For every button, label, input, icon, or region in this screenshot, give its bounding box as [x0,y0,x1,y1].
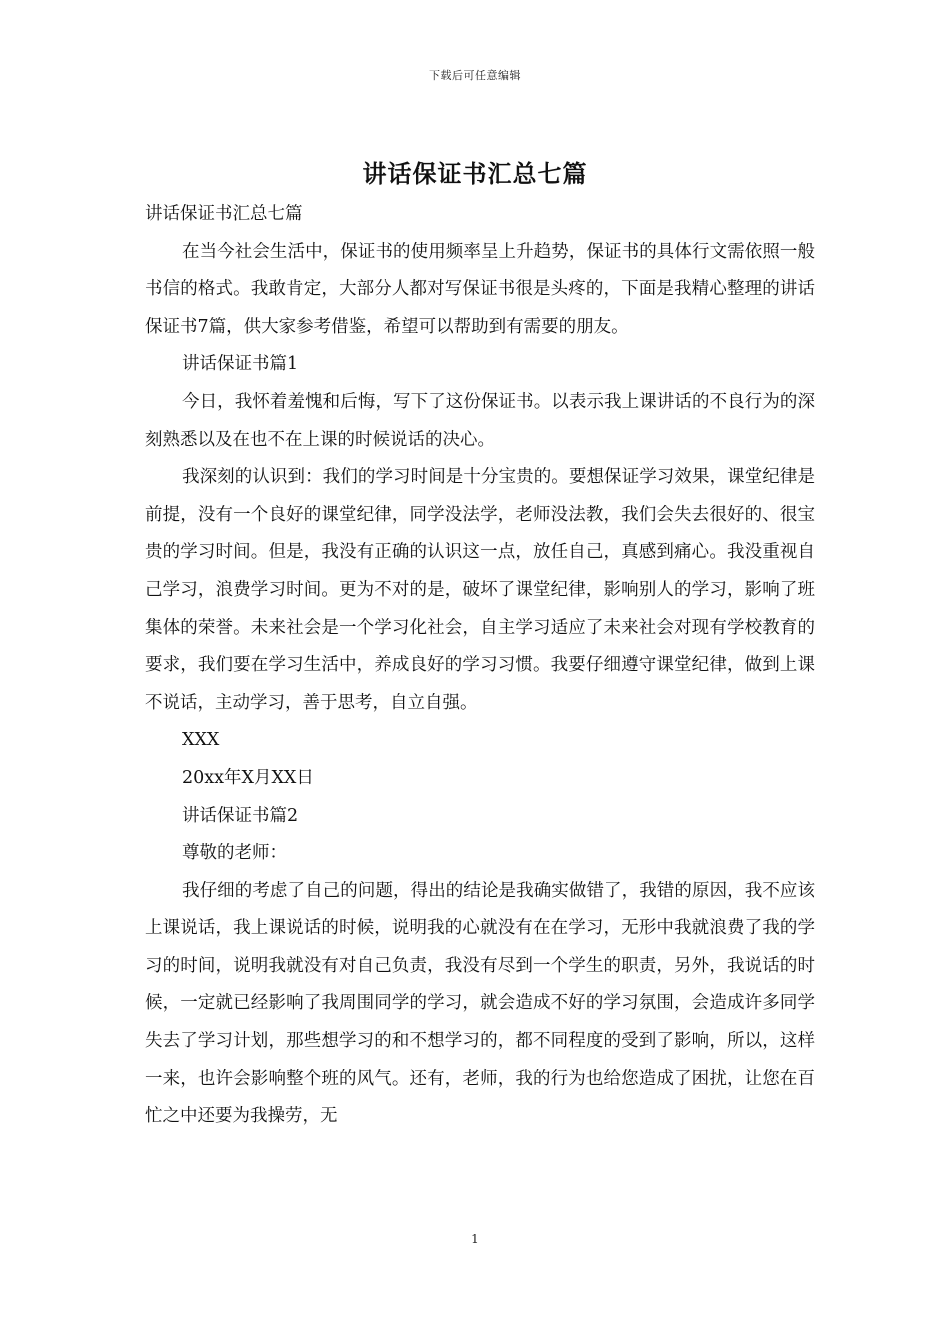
section-heading-2: 讲话保证书篇2 [182,805,299,826]
header-note: 下载后可任意编辑 [429,69,521,82]
signature-date: 20xx年X月XX日 [182,767,314,788]
paragraph: 我深刻的认识到：我们的学习时间是十分宝贵的。要想保证学习效果，课堂纪律是前提，没有一个良好的课堂纪律，同学没法学，老师没法教，我们会失去很好的、很宝贵的学习时间。但是，我没有正确的认识这一点，放任自己，真感到痛心。我没重视自己学习，浪费学习时间。更为不对的是，破坏了课堂纪律，影响别人的学习，影响了班集体的荣誉。未来社会是一个学习化社会，自主学习适应了未来社会对现有学校教育的要求，我们要在学习生活中，养成良好的学习习惯。我要仔细遵守课堂纪律，做到上课不说话，主动学习，善于思考，自立自强。 [145,467,815,713]
paragraph-subtitle: 讲话保证书汇总七篇 [145,204,303,224]
paragraph: 我仔细的考虑了自己的问题，得出的结论是我确实做错了，我错的原因，我不应该上课说话，我上课说话的时候，说明我的心就没有在在学习，无形中我就浪费了我的学习的时间，说明我就没有对自己负责，我没有尽到一个学生的职责，另外，我说话的时候，一定就已经影响了我周围同学的学习，就会造成不好的学习氛围，会造成许多同学失去了学习计划，那些想学习的和不想学习的，都不同程度的受到了影响，所以，这样一来，也许会影响整个班的风气。还有，老师，我的行为也给您造成了困扰，让您在百忙之中还要为我操劳，无 [145,880,815,1127]
salutation: 尊敬的老师： [182,843,287,864]
page-number: 1 [471,1232,479,1246]
document-title: 讲话保证书汇总七篇 [362,159,588,188]
section-heading-1: 讲话保证书篇1 [182,354,299,375]
paragraph: 今日，我怀着羞愧和后悔，写下了这份保证书。以表示我上课讲话的不良行为的深刻熟悉以及在也不在上课的时候说话的决心。 [145,391,815,450]
paragraph-intro: 在当今社会生活中，保证书的使用频率呈上升趋势，保证书的具体行文需依照一般书信的格式。我敢肯定，大部分人都对写保证书很是头疼的，下面是我精心整理的讲话保证书7篇，供大家参考借鉴，希望可以帮助到有需要的朋友。 [145,241,815,337]
document-body [145,196,815,1136]
signature-name: XXX [182,730,220,751]
